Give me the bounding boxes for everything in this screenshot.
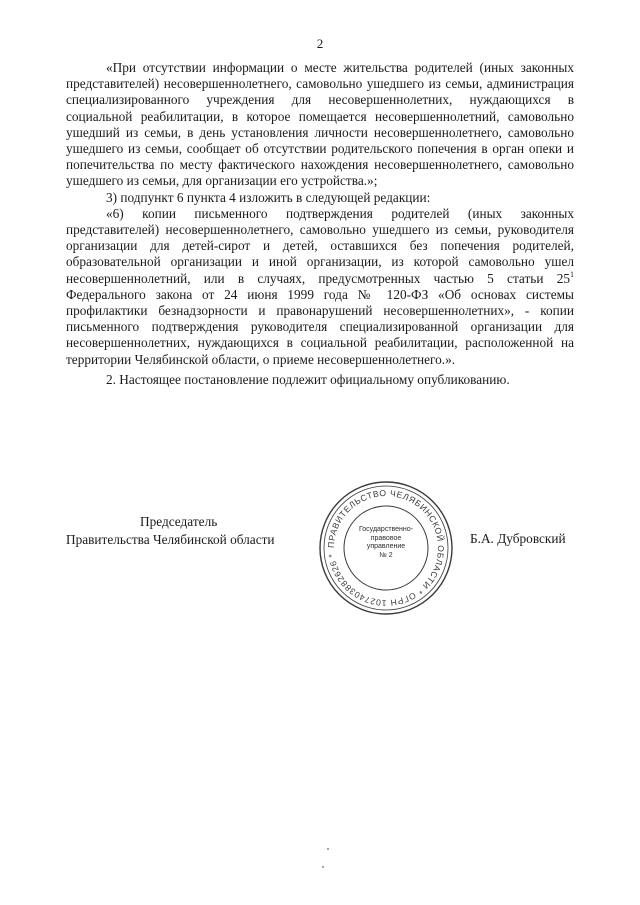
signature-title-line2: Правительства Челябинской области <box>66 532 275 547</box>
paragraph-publication: 2. Настоящее постановление подлежит официальному опубликованию. <box>106 371 510 387</box>
scan-speck <box>322 866 324 868</box>
seal-center-text <box>356 526 416 560</box>
seal-center-line: № 2 <box>379 551 393 559</box>
seal-center-line: правовое <box>370 534 402 542</box>
seal-ring-text: ПРАВИТЕЛЬСТВО ЧЕЛЯБИНСКОЙ ОБЛАСТИ * ОГРН 1027403882626 * <box>325 487 447 609</box>
document-body <box>66 60 574 388</box>
paragraph-subclause-6: 3) подпункт 6 пункта 4 изложить в следующей редакции: <box>106 189 431 205</box>
paragraph-parental-info: «При отсутствии информации о месте жительства родителей (иных законных представителей) несовершеннолетнего, самовольно ушедшего из семьи, администрация специализированного учреждения для несовершеннолетних, нуждающихся в социальной реабилитации, в которое помещается несовершеннолетний, самовольно ушедший из семьи, в день установления личности несовершеннолетнего, самовольно ушедшего из семьи, сообщает об отсутствии родительского попечения в орган опеки и попечительства по месту фактического нахождения несовершеннолетнего, самовольно ушедшего из семьи, для организации его устройства.»; <box>66 60 574 189</box>
signatory-name: Б.А. Дубровский <box>470 531 566 546</box>
seal-center-line: управление <box>366 543 406 550</box>
scan-speck <box>327 848 329 850</box>
signature-title <box>66 513 306 549</box>
quote-superscript: 1 <box>570 269 574 279</box>
page-number: 2 <box>316 36 324 51</box>
signature-title-line1: Председатель <box>140 514 218 529</box>
seal-center-line: Государственно- <box>358 526 414 533</box>
paragraph-quote <box>66 206 574 368</box>
quote-text-start: «6) копии письменного подтверждения родителей (иных законных представителей) несовершеннолетнего, самовольно ушедшего из семьи, руководителя организации для детей-сирот и детей, оставшихся без попечения родителей, образовательной организации и иной организации, из которой самовольно ушел несовершеннолетний, или в случаях, предусмотренных частью 5 статьи 25 <box>66 205 574 286</box>
quote-text-end: Федерального закона от 24 июня 1999 года № 120-ФЗ «Об основах системы профилактики безнадзорности и правонарушений несовершеннолетних», - копии письменного подтверждения руководителя специализированной организации для несовершеннолетних, нуждающихся в социальной реабилитации, расположенной на территории Челябинской области, о приеме несовершеннолетнего.». <box>66 286 574 367</box>
official-seal-stamp <box>316 478 456 618</box>
